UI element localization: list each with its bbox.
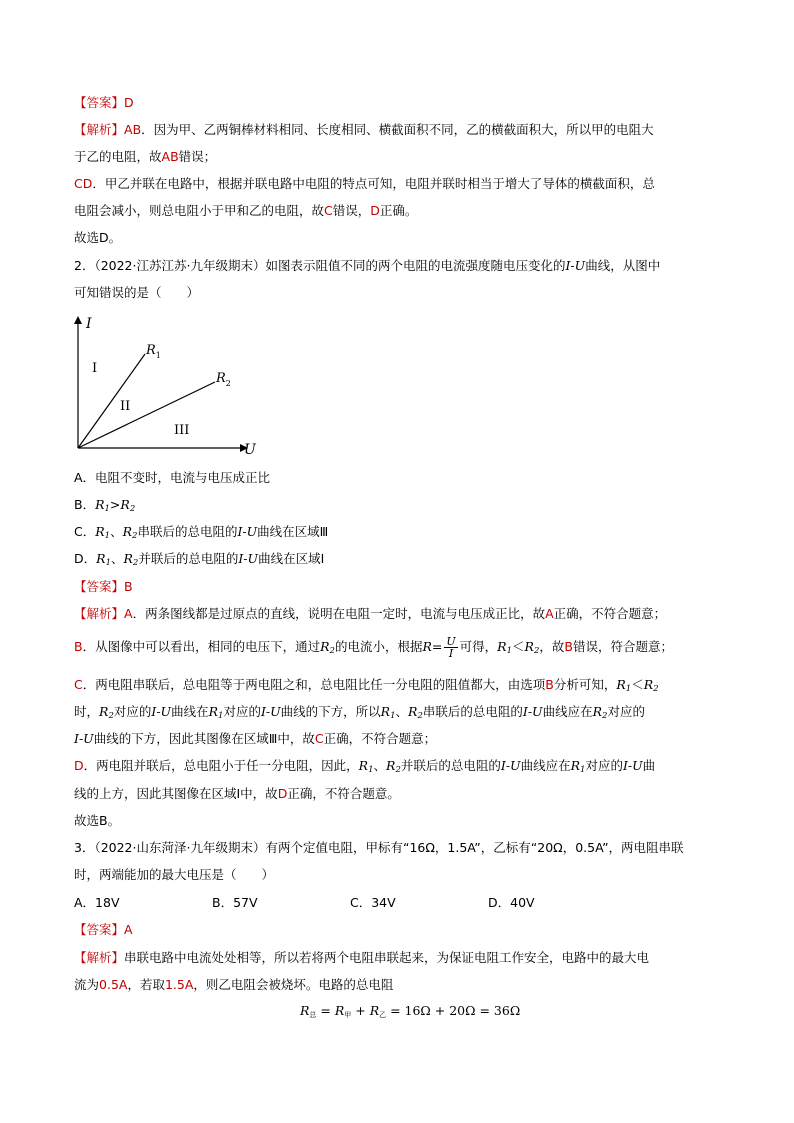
option-prefix: C． bbox=[74, 524, 96, 539]
analysis-label: 【解析】 bbox=[74, 122, 125, 137]
math-text: I-U bbox=[237, 524, 258, 539]
option-prefix: B． bbox=[74, 497, 96, 512]
q2-analysis-d-line-1 bbox=[74, 758, 655, 774]
separator: 、 bbox=[110, 524, 123, 539]
stem-text: 曲线，从图中 bbox=[585, 258, 661, 273]
separator: 、 bbox=[395, 704, 409, 719]
math-text: R bbox=[122, 524, 133, 539]
q2-analysis-d-line-2 bbox=[74, 786, 400, 802]
analysis-text: 并联后的总电阻的 bbox=[400, 758, 501, 773]
option-tag: CD bbox=[74, 176, 93, 191]
math-text: R bbox=[408, 704, 418, 719]
q2-answer-line bbox=[74, 579, 133, 595]
q3-answer-line bbox=[74, 922, 133, 938]
analysis-text: 曲线在 bbox=[171, 704, 209, 719]
q1-answer-line bbox=[74, 95, 134, 111]
math-sub: 2 bbox=[108, 711, 114, 721]
question-number: 3． bbox=[74, 840, 95, 855]
math-sub: 2 bbox=[395, 765, 401, 775]
option-tag: AB bbox=[161, 149, 179, 164]
math-text: R bbox=[320, 639, 330, 654]
total-resistance-formula bbox=[300, 1003, 520, 1018]
math-sub: 2 bbox=[129, 504, 136, 514]
option-text: 串联后的总电阻的 bbox=[137, 524, 238, 539]
analysis-text: ，故 bbox=[539, 639, 565, 654]
math-text: R bbox=[96, 551, 106, 566]
math-text: R bbox=[643, 677, 654, 692]
option-tag: C bbox=[324, 203, 333, 218]
analysis-text: 曲线的下方，所以 bbox=[280, 704, 381, 719]
q3-option-c: C．34V bbox=[350, 895, 396, 910]
math-text: R bbox=[592, 704, 603, 719]
analysis-text: 线的上方，因此其图像在区域Ⅰ中，故 bbox=[74, 786, 278, 801]
math-sub: 甲 bbox=[344, 1011, 352, 1019]
math-text: R bbox=[358, 758, 369, 773]
fraction-denominator: I bbox=[448, 647, 454, 660]
analysis-text: 于乙的电阻，故 bbox=[74, 149, 162, 164]
analysis-text: 曲线应在 bbox=[520, 758, 571, 773]
analysis-text: 正确。 bbox=[379, 203, 418, 218]
stem-text: 有两个定值电阻，甲标有“16Ω，1.5A”，乙标有“20Ω，0.5A”，两电阻串联 bbox=[265, 840, 684, 855]
analysis-text: 对应的 bbox=[113, 704, 152, 719]
fraction bbox=[444, 636, 457, 659]
math-sub: 1 bbox=[506, 646, 512, 656]
analysis-text: 串联电路中电流处处相等，所以若将两个电阻串联起来，为保证电阻工作安全，电路中的最大电 bbox=[124, 950, 650, 965]
separator: 、 bbox=[373, 758, 387, 773]
option-tag: D bbox=[74, 758, 84, 773]
math-sub: 1 bbox=[625, 684, 632, 694]
answer-value: D bbox=[124, 95, 134, 110]
option-tag: B bbox=[545, 677, 554, 692]
analysis-text: ，若取 bbox=[127, 977, 165, 992]
fraction-numerator: U bbox=[446, 635, 456, 648]
analysis-text: ．两电阻并联后，总电阻小于任一分电阻，因此， bbox=[83, 758, 359, 773]
q2-analysis-c-line-2 bbox=[74, 704, 645, 720]
math-sub: 2 bbox=[329, 646, 335, 656]
math-text: I-U bbox=[151, 704, 172, 719]
analysis-text: 错误； bbox=[178, 149, 217, 164]
math-op: ＜ bbox=[512, 639, 525, 654]
separator: 、 bbox=[110, 551, 124, 566]
math-text: R bbox=[95, 524, 105, 539]
math-text: R bbox=[300, 1003, 310, 1018]
q1-analysis-line-3 bbox=[74, 176, 655, 192]
analysis-text: 错误， bbox=[332, 203, 371, 218]
analysis-text: 正确，不符合题意。 bbox=[287, 786, 400, 801]
q3-stem-line-1 bbox=[74, 840, 684, 856]
option-text: 曲线在区域Ⅰ bbox=[258, 551, 325, 566]
math-text: R bbox=[208, 704, 219, 719]
q3-analysis-line-1 bbox=[74, 950, 649, 966]
q3-analysis-line-2 bbox=[74, 977, 393, 993]
math-text: R bbox=[524, 639, 534, 654]
q1-analysis-line-1 bbox=[74, 122, 654, 138]
q1-analysis-line-2 bbox=[74, 149, 216, 165]
math-text: I-U bbox=[260, 704, 281, 719]
formula-lhs: R bbox=[422, 639, 432, 654]
math-sub: 2 bbox=[132, 558, 139, 568]
math-text: R bbox=[123, 551, 133, 566]
q2-option-d bbox=[74, 551, 324, 567]
math-text: I-U bbox=[238, 551, 259, 566]
analysis-text: 曲 bbox=[642, 758, 656, 773]
math-sub: 2 bbox=[602, 711, 608, 721]
question-source: （2022·江苏江苏·九年级期末） bbox=[94, 258, 266, 273]
formula-eq: = bbox=[431, 639, 443, 654]
option-tag: AB bbox=[124, 122, 142, 137]
analysis-text: ．两条图线都是过原点的直线，说明在电阻一定时，电流与电压成正比，故 bbox=[132, 606, 546, 621]
option-tag: A bbox=[124, 606, 133, 621]
r1-line bbox=[78, 354, 145, 448]
analysis-text: ．从图像中可以看出，相同的电压下，通过 bbox=[82, 639, 321, 654]
math-text: R bbox=[120, 497, 130, 512]
q2-stem-line-1 bbox=[74, 258, 660, 274]
region-1-label: I bbox=[92, 361, 98, 376]
question-source: （2022·山东菏泽·九年级期末） bbox=[94, 840, 266, 855]
analysis-text: 串联后的总电阻的 bbox=[422, 704, 523, 719]
analysis-text: 流为 bbox=[74, 977, 100, 992]
analysis-text: ，则乙电阻会被烧坏。电路的总电阻 bbox=[193, 977, 394, 992]
math-text: R bbox=[616, 677, 626, 692]
math-sub: 1 bbox=[390, 711, 396, 721]
highlight-value: 0.5A bbox=[99, 977, 128, 992]
q3-option-a: A．18V bbox=[74, 895, 120, 910]
option-tag: C bbox=[74, 677, 83, 692]
math-text: I-U bbox=[565, 258, 586, 273]
q1-analysis-line-4 bbox=[74, 203, 417, 219]
math-sub: 1 bbox=[104, 504, 110, 514]
math-text: R bbox=[497, 639, 507, 654]
q2-stem-line-2: 可知错误的是（ ） bbox=[74, 285, 200, 300]
answer-label: 【答案】 bbox=[74, 922, 125, 937]
q2-option-a: A．电阻不变时，电流与电压成正比 bbox=[74, 470, 271, 485]
analysis-text: 的电流小，根据 bbox=[334, 639, 423, 654]
region-2-label: II bbox=[120, 399, 131, 414]
q3-option-b: B．57V bbox=[212, 895, 258, 910]
analysis-text: ．因为甲、乙两铜棒材料相同、长度相同、横截面积不同，乙的横截面积大，所以甲的电阻大 bbox=[141, 122, 654, 137]
analysis-label: 【解析】 bbox=[74, 606, 125, 621]
answer-value: A bbox=[124, 922, 133, 937]
math-sub: 2 bbox=[533, 646, 540, 656]
iu-graph bbox=[70, 312, 260, 462]
option-text: 曲线在区域Ⅲ bbox=[257, 524, 329, 539]
r1-label: $R_1$ bbox=[146, 343, 161, 360]
answer-label: 【答案】 bbox=[74, 95, 125, 110]
q2-analysis-c-line-1 bbox=[74, 677, 659, 693]
option-tag: B bbox=[564, 639, 573, 654]
q3-stem-line-2: 时，两端能加的最大电压是（ ） bbox=[74, 867, 275, 882]
analysis-text: 正确，不符合题意； bbox=[553, 606, 667, 621]
math-op: > bbox=[109, 497, 121, 512]
analysis-text: 对应的 bbox=[223, 704, 261, 719]
option-text: 并联后的总电阻的 bbox=[138, 551, 239, 566]
math-op: = bbox=[316, 1003, 335, 1018]
math-text: I-U bbox=[500, 758, 521, 773]
math-text: I-U bbox=[74, 731, 94, 746]
analysis-text: 曲线的下方，因此其图像在区域Ⅲ中，故 bbox=[93, 731, 315, 746]
q2-option-c bbox=[74, 524, 328, 540]
math-sub: 总 bbox=[309, 1011, 317, 1019]
math-op: ＜ bbox=[631, 677, 644, 692]
region-3-label: III bbox=[174, 423, 190, 438]
math-text: R bbox=[369, 1003, 380, 1018]
q2-analysis-b bbox=[74, 634, 673, 660]
question-number: 2． bbox=[74, 258, 95, 273]
q2-analysis-c-line-3 bbox=[74, 731, 436, 747]
math-sub: 乙 bbox=[379, 1011, 387, 1019]
y-axis-label: I bbox=[86, 316, 92, 332]
highlight-value: 1.5A bbox=[164, 977, 194, 992]
math-sub: 1 bbox=[580, 765, 586, 775]
q2-conclusion: 故选B。 bbox=[74, 813, 121, 828]
analysis-text: 对应的 bbox=[607, 704, 645, 719]
math-sub: 2 bbox=[132, 531, 138, 541]
r2-line bbox=[78, 382, 215, 448]
analysis-text: 正确，不符合题意； bbox=[323, 731, 437, 746]
answer-value: B bbox=[124, 579, 133, 594]
q2-analysis-a bbox=[74, 606, 666, 622]
analysis-text: 时， bbox=[74, 704, 100, 719]
math-text: = 16Ω + 20Ω = 36Ω bbox=[386, 1003, 521, 1018]
option-tag: B bbox=[74, 639, 83, 654]
r2-label: $R_2$ bbox=[216, 371, 231, 388]
math-text: I-U bbox=[622, 758, 643, 773]
analysis-text: 对应的 bbox=[585, 758, 623, 773]
analysis-text: ．两电阻串联后，总电阻等于两电阻之和，总电阻比任一分电阻的阻值都大，由选项 bbox=[82, 677, 546, 692]
q3-option-d: D．40V bbox=[488, 895, 535, 910]
math-sub: 1 bbox=[368, 765, 374, 775]
analysis-label: 【解析】 bbox=[74, 950, 125, 965]
x-axis-label: U bbox=[244, 442, 256, 458]
math-sub: 1 bbox=[104, 531, 111, 541]
analysis-text: 可得， bbox=[459, 639, 498, 654]
option-prefix: D． bbox=[74, 551, 97, 566]
option-tag: A bbox=[545, 606, 554, 621]
math-text: R bbox=[334, 1003, 345, 1018]
math-sub: 1 bbox=[105, 558, 111, 568]
math-sub: 2 bbox=[653, 684, 659, 694]
analysis-text: 分析可知， bbox=[553, 677, 617, 692]
math-text: R bbox=[570, 758, 581, 773]
answer-label: 【答案】 bbox=[74, 579, 125, 594]
option-tag: C bbox=[314, 731, 324, 746]
math-text: R bbox=[380, 704, 391, 719]
stem-text: 如图表示阻值不同的两个电阻的电流强度随电压变化的 bbox=[265, 258, 566, 273]
q2-option-b bbox=[74, 497, 135, 513]
analysis-text: 曲线应在 bbox=[542, 704, 593, 719]
math-text: R bbox=[386, 758, 396, 773]
math-text: R bbox=[95, 497, 105, 512]
math-text: I-U bbox=[522, 704, 543, 719]
math-sub: 1 bbox=[218, 711, 224, 721]
option-tag: D bbox=[370, 203, 380, 218]
option-tag: D bbox=[277, 786, 288, 801]
analysis-text: 错误，符合题意； bbox=[572, 639, 673, 654]
analysis-text: ．甲乙并联在电路中，根据并联电路中电阻的特点可知，电阻并联时相当于增大了导体的横截面积，总 bbox=[92, 176, 655, 191]
analysis-text: 电阻会减小，则总电阻小于甲和乙的电阻，故 bbox=[74, 203, 325, 218]
math-text: R bbox=[99, 704, 109, 719]
math-sub: 2 bbox=[417, 711, 423, 721]
math-op: + bbox=[351, 1003, 370, 1018]
q1-conclusion: 故选D。 bbox=[74, 230, 122, 245]
